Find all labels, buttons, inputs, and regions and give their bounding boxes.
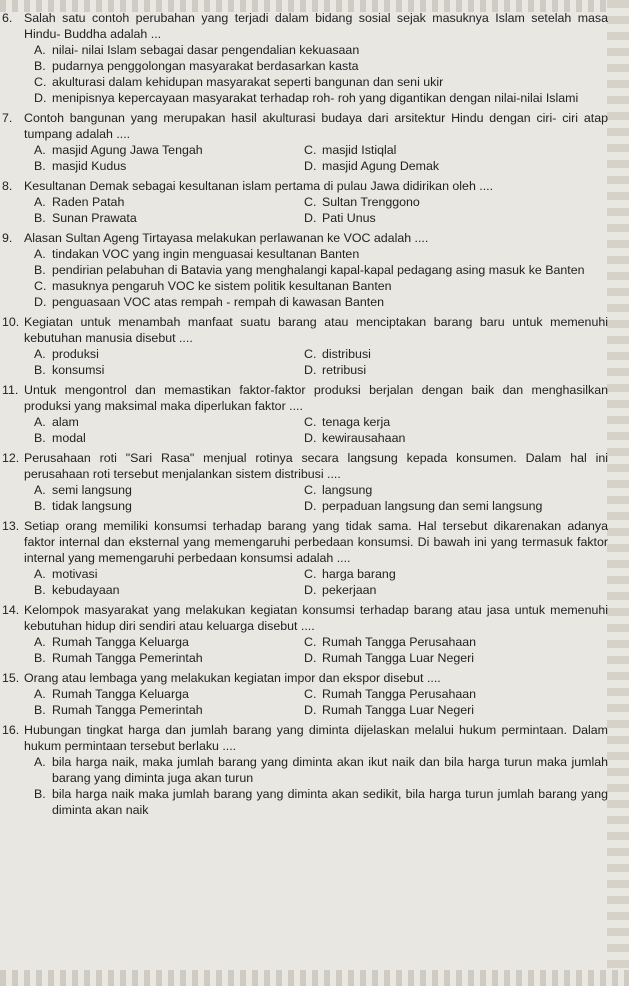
option-b[interactable]: B. modal <box>34 431 86 445</box>
option-a[interactable]: A. tindakan VOC yang ingin menguasai kesultanan Banten <box>34 247 360 261</box>
question-13 <box>0 518 608 598</box>
option-d[interactable]: D. menipisnya kepercayaan masyarakat terhadap roh- roh yang digantikan dengan nilai-nilai Islami <box>34 91 579 105</box>
question-number: 7. <box>2 111 13 125</box>
question-text: Alasan Sultan Ageng Tirtayasa melakukan perlawanan ke VOC adalah .... <box>24 231 429 245</box>
question-number: 8. <box>2 179 13 193</box>
question-10 <box>0 314 608 378</box>
option-b[interactable]: B. pendirian pelabuhan di Batavia yang menghalangi kapal-kapal pedagang asing masuk ke Banten <box>34 263 585 277</box>
question-9 <box>0 230 608 310</box>
question-text: Setiap orang memiliki konsumsi terhadap barang yang tidak sama. Hal tersebut dikarenakan adanya faktor internal dan eksternal yang memengaruhi perbedaan konsumsi. Di bawah ini yang termasuk faktor internal yang memengaruhi perbedaan konsumsi adalah .... <box>24 519 608 565</box>
option-c[interactable]: C. Rumah Tangga Perusahaan <box>304 687 477 701</box>
question-14 <box>0 602 608 666</box>
option-d[interactable]: D. penguasaan VOC atas rempah - rempah di kawasan Banten <box>34 295 384 309</box>
question-number: 11. <box>2 383 19 397</box>
option-d[interactable]: D. retribusi <box>304 363 367 377</box>
question-number: 9. <box>2 231 13 245</box>
option-c[interactable]: C. langsung <box>304 483 373 497</box>
decorative-border-bottom <box>0 970 629 986</box>
question-text: Salah satu contoh perubahan yang terjadi dalam bidang sosial sejak masuknya Islam setelah masa Hindu- Buddha adalah ... <box>24 11 608 41</box>
option-c[interactable]: C. distribusi <box>304 347 371 361</box>
option-c[interactable]: C. harga barang <box>304 567 396 581</box>
option-b[interactable]: B. bila harga naik maka jumlah barang yang diminta akan sedikit, bila harga turun jumlah barang yang diminta akan naik <box>34 787 608 817</box>
question-number: 6. <box>2 11 13 25</box>
question-text: Untuk mengontrol dan memastikan faktor-faktor produksi berjalan dengan baik dan menghasilkan produksi yang maksimal maka diperlukan faktor .... <box>24 383 608 413</box>
option-b[interactable]: B. pudarnya penggolongan masyarakat berdasarkan kasta <box>34 59 359 73</box>
option-a[interactable]: A. bila harga naik, maka jumlah barang yang diminta akan ikut naik dan bila harga turun maka jumlah barang yang diminta juga akan turun <box>34 755 608 785</box>
option-d[interactable]: D. Rumah Tangga Luar Negeri <box>304 703 474 717</box>
option-d[interactable]: D. kewirausahaan <box>304 431 406 445</box>
question-sheet <box>0 10 608 822</box>
option-d[interactable]: D. Rumah Tangga Luar Negeri <box>304 651 474 665</box>
option-a[interactable]: A. motivasi <box>34 567 98 581</box>
option-a[interactable]: A. semi langsung <box>34 483 132 497</box>
option-c[interactable]: C. Rumah Tangga Perusahaan <box>304 635 477 649</box>
option-b[interactable]: B. kebudayaan <box>34 583 120 597</box>
option-b[interactable]: B. Sunan Prawata <box>34 211 137 225</box>
question-number: 14. <box>2 603 20 617</box>
question-text: Kelompok masyarakat yang melakukan kegiatan konsumsi terhadap barang atau jasa untuk memenuhi kebutuhan hidup diri sendiri atau keluarga disebut .... <box>24 603 608 633</box>
option-b[interactable]: B. Rumah Tangga Pemerintah <box>34 651 203 665</box>
question-text: Contoh bangunan yang merupakan hasil akulturasi budaya dari arsitektur Hindu dengan ciri- ciri atap tumpang adalah .... <box>24 111 608 141</box>
option-a[interactable]: A. alam <box>34 415 79 429</box>
question-16 <box>0 722 608 818</box>
question-number: 12. <box>2 451 20 465</box>
option-a[interactable]: A. Raden Patah <box>34 195 125 209</box>
option-c[interactable]: C. akulturasi dalam kehidupan masyarakat seperti bangunan dan seni ukir <box>34 75 444 89</box>
question-text: Hubungan tingkat harga dan jumlah barang yang diminta dijelaskan melalui hukum permintaan. Dalam hukum permintaan tersebut berlaku .... <box>24 723 608 753</box>
question-8 <box>0 178 608 226</box>
option-d[interactable]: D. pekerjaan <box>304 583 377 597</box>
option-c[interactable]: C. Sultan Trenggono <box>304 195 420 209</box>
question-number: 13. <box>2 519 20 533</box>
question-number: 10. <box>2 315 20 329</box>
option-c[interactable]: C. tenaga kerja <box>304 415 391 429</box>
question-12 <box>0 450 608 514</box>
question-6 <box>0 10 608 106</box>
option-c[interactable]: C. masuknya pengaruh VOC ke sistem politik kesultanan Banten <box>34 279 392 293</box>
option-a[interactable]: A. nilai- nilai Islam sebagai dasar pengendalian kekuasaan <box>34 43 360 57</box>
option-b[interactable]: B. tidak langsung <box>34 499 132 513</box>
question-number: 15. <box>2 671 20 685</box>
option-a[interactable]: A. masjid Agung Jawa Tengah <box>34 143 203 157</box>
option-a[interactable]: A. produksi <box>34 347 99 361</box>
option-d[interactable]: D. masjid Agung Demak <box>304 159 440 173</box>
option-d[interactable]: D. Pati Unus <box>304 211 376 225</box>
question-text: Perusahaan roti "Sari Rasa" menjual rotinya secara langsung kepada konsumen. Dalam hal ini perusahaan roti tersebut menjalankan sistem distribusi .... <box>24 451 608 481</box>
question-7 <box>0 110 608 174</box>
option-b[interactable]: B. masjid Kudus <box>34 159 127 173</box>
question-text: Kegiatan untuk menambah manfaat suatu barang atau menciptakan barang baru untuk memenuhi kebutuhan manusia disebut .... <box>24 315 608 345</box>
question-text: Kesultanan Demak sebagai kesultanan islam pertama di pulau Jawa didirikan oleh .... <box>24 179 494 193</box>
option-b[interactable]: B. Rumah Tangga Pemerintah <box>34 703 203 717</box>
question-11 <box>0 382 608 446</box>
option-b[interactable]: B. konsumsi <box>34 363 105 377</box>
option-c[interactable]: C. masjid Istiqlal <box>304 143 397 157</box>
question-15 <box>0 670 608 718</box>
question-text: Orang atau lembaga yang melakukan kegiatan impor dan ekspor disebut .... <box>24 671 441 685</box>
question-number: 16. <box>2 723 20 737</box>
option-d[interactable]: D. perpaduan langsung dan semi langsung <box>304 499 543 513</box>
decorative-border-right <box>607 0 629 986</box>
option-a[interactable]: A. Rumah Tangga Keluarga <box>34 687 189 701</box>
option-a[interactable]: A. Rumah Tangga Keluarga <box>34 635 189 649</box>
